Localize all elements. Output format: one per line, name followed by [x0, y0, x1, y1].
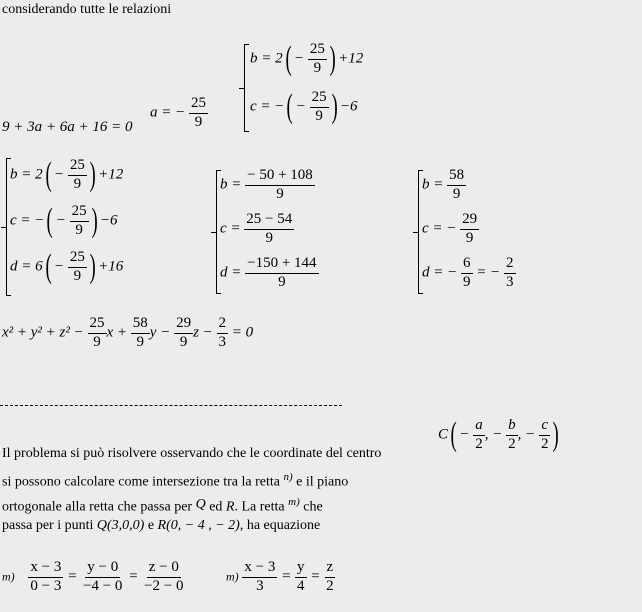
sys3-b-row: b = $\frac{- 50 + 108}{9}$	[220, 167, 313, 202]
sys2-b-row: b = 2( − $\frac{25}{9}$ ) +12	[10, 156, 124, 194]
sys4-c-row: c = − $\frac{29}{9}$	[422, 211, 478, 246]
para-line2: si possono calcolare come intersezione tra la retta $^{n)}$ e il piano	[2, 471, 349, 490]
dashed-separator	[0, 405, 342, 406]
sys4-d-row: d = − $\frac{6}{9}$ = − $\frac{2}{3}$	[422, 255, 514, 290]
a-value	[150, 96, 208, 131]
line-equation-1: m) $\frac{x - 3}{0 - 3}$ = $\frac{y - 0}{-4 - 0}$ = $\frac{z - 0}{-2 - 0}$	[2, 559, 184, 594]
sys1-b-row: b = 2( − $\frac{25}{9}$ ) +12	[250, 40, 364, 78]
system1-brace	[244, 44, 249, 132]
intro-text: considerando tutte le relazioni	[2, 2, 172, 17]
para-line1: Il problema si può risolvere osservando che le coordinate del centro	[2, 446, 382, 461]
equation-a: 9 + 3a + 6a + 16 = 0	[2, 119, 133, 135]
sys2-c-row: c = −( − $\frac{25}{9}$ ) −6	[10, 202, 118, 240]
a-den: 9	[194, 113, 203, 130]
para-line3: ortogonale alla retta che passa per Q ed R. La retta $^{m)}$ che	[2, 496, 323, 515]
a-num: 25	[189, 96, 208, 114]
para-line4: passa per i punti Q(3,0,0) e R(0, − 4 , − 2), ha equazione	[2, 518, 321, 533]
line-equation-2: m) $\frac{x - 3}{3}$ = $\frac{y}{4}$ = $\frac{z}{2}$	[226, 559, 334, 594]
sys2-d-row: d = 6( − $\frac{25}{9}$ ) +16	[10, 248, 124, 286]
a-lhs: a = −	[150, 104, 186, 121]
sys3-c-row: c = $\frac{25 - 54}{9}$	[220, 211, 293, 246]
sphere-equation: x² + y² + z² − $\frac{25}{9}$ x + $\frac{58}{9}$ y − $\frac{29}{9}$ z − $\frac{2}{3}$ = 0	[2, 315, 254, 350]
sys3-d-row: d = $\frac{-150 + 144}{9}$	[220, 255, 317, 290]
center-c: C( − $\frac{a}{2}$ , − $\frac{b}{2}$ , − $\frac{c}{2}$ )	[438, 416, 560, 454]
sys4-b-row: b = $\frac{58}{9}$	[422, 167, 465, 202]
sys1-c-row: c = −( − $\frac{25}{9}$ ) −6	[250, 88, 358, 126]
